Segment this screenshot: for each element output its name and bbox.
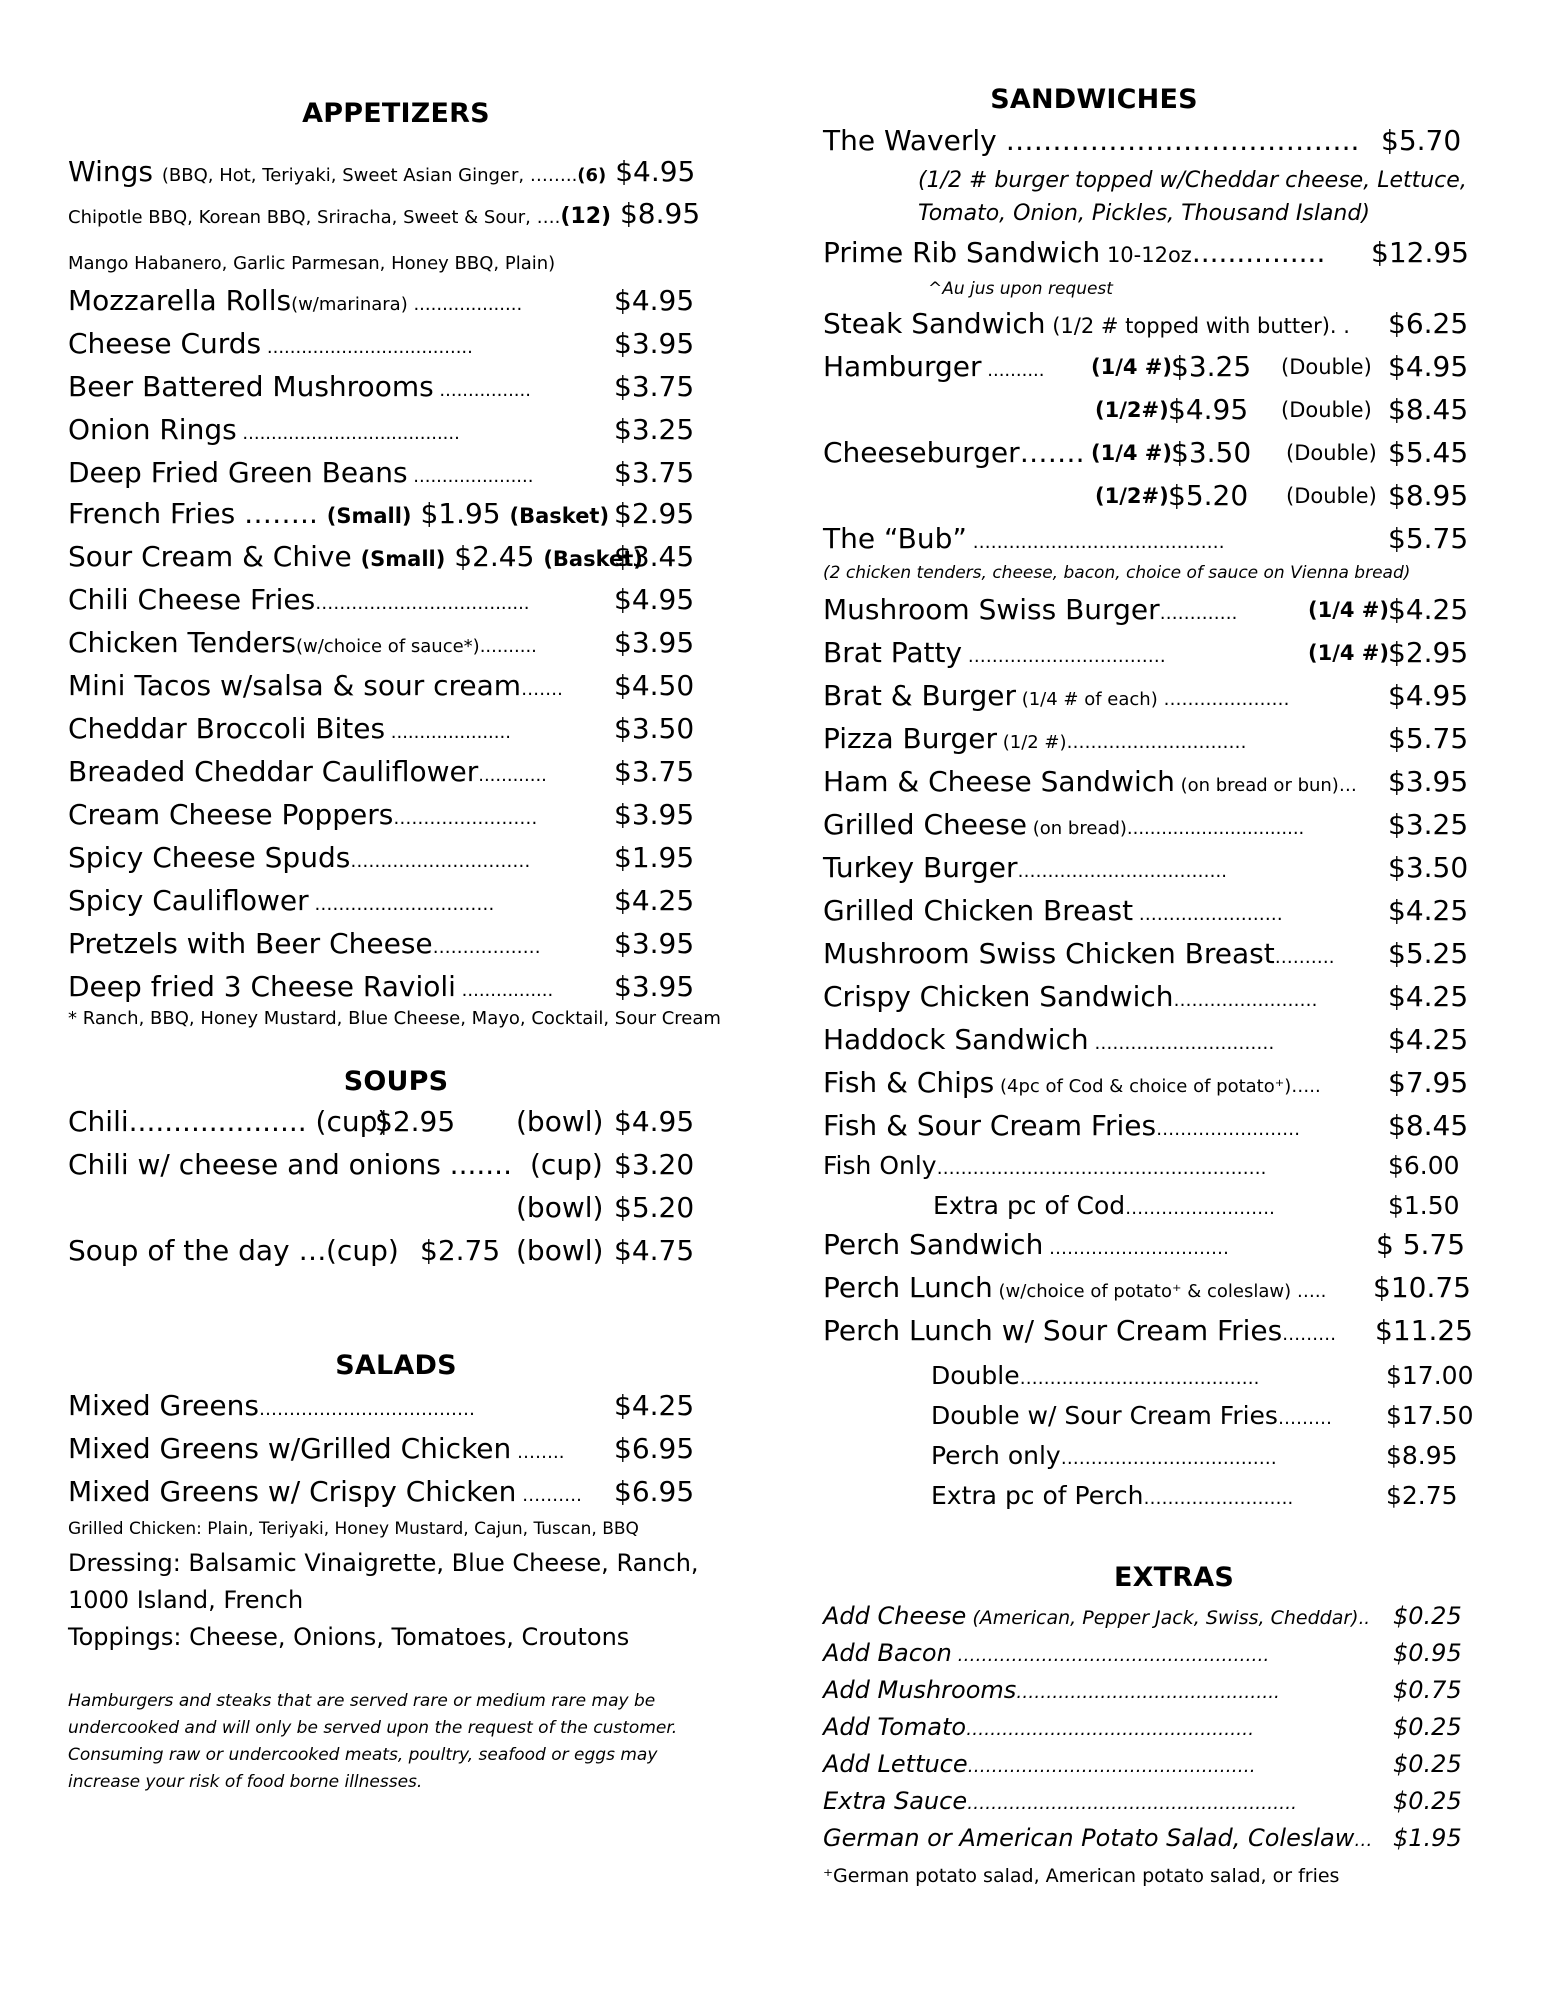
item-name: Add Lettuce	[823, 1750, 968, 1778]
item-price: $10.75	[1373, 1271, 1471, 1304]
menu-item-chili-cheese	[68, 1147, 695, 1183]
potato-footnote: ⁺German potato salad, American potato salad, or fries	[823, 1865, 1340, 1887]
item-price: $3.25	[614, 413, 695, 446]
item-dots: ………………………………..	[996, 124, 1360, 157]
toppings-line: Toppings: Cheese, Onions, Tomatoes, Croutons	[68, 1623, 630, 1651]
item-dots: ……….	[516, 1485, 582, 1506]
item-price: $2.95	[1388, 636, 1469, 669]
item-note: (1/2 # topped with butter). .	[1045, 314, 1350, 338]
item-dots: ………	[1277, 1408, 1332, 1429]
item-name: Extra pc of Perch	[931, 1481, 1144, 1510]
item-price: $4.25	[614, 1389, 695, 1422]
item-name: The Waverly	[823, 124, 997, 157]
item-name: Extra Sauce	[823, 1787, 968, 1815]
price-basket: $3.45	[614, 540, 695, 573]
salads-heading: SALADS	[335, 1350, 457, 1381]
item-dots: …………………	[1157, 689, 1290, 710]
item-name: Brat & Burger	[823, 679, 1016, 712]
menu-item	[823, 1748, 1462, 1783]
item-price: $4.95	[615, 155, 696, 188]
menu-item	[68, 455, 695, 495]
cup-price: $3.20	[614, 1148, 695, 1181]
menu-item-perch-lunch-sour	[823, 1313, 1473, 1353]
menu-item	[68, 412, 695, 452]
cup-label: (cup)	[306, 1105, 389, 1138]
item-dots: ……………………………………………….	[936, 1158, 1267, 1179]
menu-item-hamburger	[823, 349, 1469, 389]
item-dots: ………………	[432, 937, 541, 958]
item-price: $3.75	[614, 456, 695, 489]
menu-item	[823, 936, 1469, 976]
item-name: Chicken Tenders	[68, 626, 296, 659]
item-dots: ……………………………………	[966, 532, 1225, 553]
item-name: Cheese Curds	[68, 327, 262, 360]
item-name: The “Bub”	[823, 522, 967, 555]
item-dots: ……..	[511, 1442, 565, 1463]
item-price: $6.00	[1388, 1151, 1460, 1180]
dressing-line-2: 1000 Island, French	[68, 1586, 304, 1614]
price-double: $8.95	[1388, 479, 1469, 512]
menu-item-steak-sandwich	[823, 306, 1469, 344]
item-dots: ……………………	[1173, 990, 1318, 1011]
item-price: $0.75	[1393, 1676, 1462, 1704]
bowl-label: (bowl)	[516, 1234, 604, 1267]
item-dots: ……………………………………..	[1016, 1682, 1280, 1703]
cup-label: (cup)	[326, 1234, 399, 1267]
item-name: Perch Sandwich	[823, 1228, 1044, 1261]
cup-label: (cup)	[530, 1148, 603, 1181]
item-price: $3.95	[1388, 765, 1469, 798]
menu-item	[823, 1674, 1462, 1709]
item-note: 10-12oz	[1100, 243, 1192, 267]
item-price: $0.25	[1393, 1787, 1462, 1815]
item-price: $6.95	[614, 1475, 695, 1508]
item-price: $1.95	[614, 841, 695, 874]
menu-item	[823, 721, 1469, 761]
item-note: (w/choice of potato⁺ & coleslaw)	[992, 1281, 1292, 1302]
item-note: (w/choice of sauce*)	[295, 636, 480, 657]
item-price: $0.25	[1393, 1713, 1462, 1741]
menu-item	[68, 582, 695, 622]
item-name: Grilled Chicken Breast	[823, 894, 1134, 927]
item-price: $17.50	[1386, 1401, 1474, 1430]
item-name: Sour Cream & Chive	[68, 540, 361, 573]
menu-item	[823, 1637, 1462, 1672]
item-name: Onion Rings	[68, 413, 237, 446]
waverly-note-1: (1/2 # burger topped w/Cheddar cheese, Lettuce,	[918, 168, 1467, 193]
menu-item	[68, 711, 695, 751]
price-single: $3.50	[1171, 436, 1252, 469]
size-basket: (Basket)	[543, 547, 643, 571]
menu-item-cheeseburger	[823, 435, 1469, 471]
item-name: Add Bacon	[823, 1639, 952, 1667]
menu-item-perch-lunch	[823, 1270, 1471, 1310]
item-name: Cheddar Broccoli Bites	[68, 712, 386, 745]
size-basket: (Basket)	[509, 504, 610, 528]
menu-item	[823, 1065, 1469, 1105]
item-note: (on bread or bun)	[1174, 775, 1339, 796]
menu-item	[68, 326, 695, 366]
item-name: Turkey Burger	[823, 851, 1018, 884]
menu-item	[68, 969, 695, 1009]
item-dots: …….	[1019, 436, 1085, 469]
menu-item	[823, 1711, 1462, 1746]
item-price: $4.25	[1388, 980, 1469, 1013]
item-name: Pizza Burger	[823, 722, 997, 755]
item-name: Deep fried 3 Cheese Ravioli	[68, 970, 456, 1003]
size-quarter: (1/4 #)	[1091, 355, 1172, 379]
item-name: Mushroom Swiss Chicken Breast	[823, 937, 1275, 970]
price-small: $1.95	[411, 497, 510, 530]
item-qty: (12)	[560, 204, 612, 229]
extras-heading: EXTRAS	[1113, 1562, 1234, 1593]
item-price: $0.25	[1393, 1750, 1462, 1778]
item-name: Steak Sandwich	[823, 307, 1046, 340]
menu-item	[823, 635, 1469, 675]
cup-price: $2.95	[375, 1105, 456, 1138]
menu-item-chili	[68, 1104, 695, 1140]
item-price: $3.95	[614, 927, 695, 960]
item-qty: (6)	[577, 165, 607, 186]
item-note: (1/2 #)	[997, 732, 1067, 753]
item-note: (on bread)	[1027, 818, 1127, 839]
item-price: $4.25	[614, 884, 695, 917]
item-name: Mini Tacos w/salsa & sour cream	[68, 669, 522, 702]
item-name: Perch Lunch	[823, 1271, 993, 1304]
prime-rib-note: ^Au jus upon request	[928, 279, 1113, 299]
item-dots: ................	[455, 980, 554, 1001]
item-dots: ……………………	[393, 808, 538, 829]
item-price: $4.50	[614, 669, 695, 702]
item-note: (4pc of Cod & choice of potato⁺)	[994, 1076, 1292, 1097]
item-price: $3.75	[614, 755, 695, 788]
menu-item-prime-rib	[823, 235, 1469, 273]
item-dots: ...............................	[1126, 818, 1305, 839]
item-dots: …………………………	[1043, 1238, 1230, 1259]
item-dots: …………………………......	[315, 593, 530, 614]
menu-item	[68, 797, 695, 837]
price-single: $5.20	[1168, 479, 1249, 512]
item-price: $ 5.75	[1376, 1228, 1466, 1261]
menu-item-waverly	[823, 123, 1462, 159]
item-note: Chipotle BBQ, Korean BBQ, Sriracha, Sweet & Sour, ….	[68, 207, 561, 228]
menu-item	[68, 283, 695, 323]
item-name: Fish & Chips	[823, 1066, 995, 1099]
item-dots: ....................	[128, 1105, 307, 1138]
item-price: $3.50	[614, 712, 695, 745]
size-half: (1/2#)	[1095, 398, 1169, 422]
item-name: Grilled Cheese	[823, 808, 1028, 841]
item-name: Chili	[68, 1105, 129, 1138]
item-dots: …………………………………………	[966, 1719, 1255, 1740]
double-label: (Double)	[1281, 355, 1372, 379]
item-dots: …………………….	[1143, 1488, 1294, 1509]
menu-item	[68, 1388, 695, 1428]
item-note: (American, Pepper Jack, Swiss, Cheddar)	[966, 1607, 1359, 1629]
price-double: $8.45	[1388, 393, 1469, 426]
item-dots: ………………………………….	[1019, 1368, 1260, 1389]
price-double: $4.95	[1388, 350, 1469, 383]
bowl-label: (bowl)	[516, 1191, 604, 1224]
item-dots: ………………………………	[258, 1399, 475, 1420]
item-name: Wings	[68, 155, 153, 188]
menu-item	[823, 592, 1469, 632]
item-note: (w/marinara)	[291, 294, 408, 315]
disclaimer-line-3: Consuming raw or undercooked meats, poultry, seafood or eggs may	[68, 1745, 658, 1765]
item-dots: ................	[433, 380, 531, 401]
item-price: $3.95	[614, 970, 695, 1003]
bowl-label: (bowl)	[516, 1105, 604, 1138]
double-label: (Double)	[1286, 441, 1377, 465]
item-dots: ……..	[235, 497, 327, 530]
menu-item	[823, 1785, 1462, 1820]
bub-note: (2 chicken tenders, cheese, bacon, choice of sauce on Vienna bread)	[823, 563, 1411, 583]
item-name: Mixed Greens	[68, 1389, 259, 1422]
item-dots: …….	[521, 679, 563, 700]
item-note: (BBQ, Hot, Teriyaki, Sweet Asian Ginger, ……..	[161, 165, 578, 186]
wings-flavors-note: Mango Habanero, Garlic Parmesan, Honey BBQ, Plain)	[68, 253, 556, 274]
item-name: Double	[931, 1361, 1020, 1390]
item-dots: …………………….	[1125, 1198, 1275, 1219]
appetizers-heading: APPETIZERS	[302, 98, 490, 129]
item-price: $3.95	[614, 798, 695, 831]
item-price: $3.25	[1388, 808, 1469, 841]
item-name: Extra pc of Cod	[933, 1191, 1126, 1220]
item-name: Beer Battered Mushrooms	[68, 370, 434, 403]
menu-item-perch-sandwich	[823, 1227, 1466, 1267]
menu-item-soup-of-day	[68, 1233, 695, 1269]
item-price: $5.70	[1381, 124, 1462, 157]
item-name: Deep Fried Green Beans	[68, 456, 408, 489]
item-name: German or American Potato Salad, Coleslaw	[823, 1824, 1355, 1852]
item-name: Perch only	[931, 1441, 1061, 1470]
disclaimer-line-2: undercooked and will only be served upon the request of the customer.	[68, 1718, 678, 1738]
menu-item	[68, 625, 695, 665]
item-dots: …………………………………………….	[951, 1645, 1270, 1666]
item-name: Cheeseburger	[823, 436, 1020, 469]
size-quarter: (1/4 #)	[1091, 441, 1172, 465]
item-qty: (1/4 #)	[1308, 598, 1389, 622]
size-small: (Small)	[360, 547, 446, 571]
item-dots: …………………………	[308, 894, 495, 915]
menu-item-fish-only	[823, 1148, 1460, 1187]
menu-item-extra-cod	[933, 1188, 1460, 1227]
item-name: Add Mushrooms	[823, 1676, 1017, 1704]
item-price: $3.95	[614, 327, 695, 360]
item-price: $3.50	[1388, 851, 1469, 884]
size-small: (Small)	[326, 504, 412, 528]
menu-item	[68, 369, 695, 409]
item-name: Chili Cheese Fries	[68, 583, 316, 616]
item-dots: ……………………………………………….	[967, 1793, 1297, 1814]
item-name: Breaded Cheddar Cauliflower	[68, 755, 479, 788]
price-single: $3.25	[1171, 350, 1252, 383]
menu-item	[823, 678, 1469, 718]
item-dots: …………………………	[1088, 1033, 1275, 1054]
item-price: $4.95	[1388, 679, 1469, 712]
item-price: $8.45	[1388, 1109, 1469, 1142]
menu-item	[68, 1474, 695, 1514]
menu-item	[823, 807, 1469, 847]
item-name: French Fries	[68, 497, 236, 530]
item-dots: ............	[478, 765, 547, 786]
item-note: (1/4 # of each)	[1015, 689, 1158, 710]
item-price: $5.75	[1388, 722, 1469, 755]
item-name: Double w/ Sour Cream Fries	[931, 1401, 1278, 1430]
grilled-chicken-note: Grilled Chicken: Plain, Teriyaki, Honey Mustard, Cajun, Tuscan, BBQ	[68, 1519, 639, 1539]
menu-item-wings-line2	[68, 196, 700, 236]
item-price: $8.95	[619, 197, 701, 230]
item-price: $4.95	[614, 583, 695, 616]
double-label: (Double)	[1281, 398, 1372, 422]
item-name: Hamburger	[823, 350, 982, 383]
item-name: Cream Cheese Poppers	[68, 798, 394, 831]
item-dots: …	[1354, 1830, 1373, 1851]
soups-heading: SOUPS	[343, 1066, 449, 1097]
price-small: $2.45	[445, 540, 544, 573]
item-price: $4.25	[1388, 593, 1469, 626]
item-name: Brat Patty	[823, 636, 963, 669]
cup-price: $2.75	[420, 1234, 501, 1267]
item-name: Pretzels with Beer Cheese	[68, 927, 433, 960]
price-basket: $2.95	[614, 497, 695, 530]
menu-item	[68, 926, 695, 966]
item-name: Mozzarella Rolls	[68, 284, 292, 317]
menu-item	[823, 1108, 1469, 1148]
menu-item-french-fries	[68, 496, 695, 534]
item-dots: …………………………………………	[967, 1756, 1256, 1777]
waverly-note-2: Tomato, Onion, Pickles, Thousand Island)	[918, 201, 1370, 226]
item-price: $0.25	[1393, 1602, 1462, 1630]
item-dots: ......................................	[236, 423, 460, 444]
item-name: Spicy Cauliflower	[68, 884, 309, 917]
item-dots: …..	[1291, 1076, 1321, 1097]
item-dots: ……….	[1274, 947, 1335, 968]
menu-item-wings	[68, 154, 695, 194]
item-dots: …..	[1291, 1281, 1327, 1302]
item-name: Fish & Sour Cream Fries	[823, 1109, 1157, 1142]
item-name: Haddock Sandwich	[823, 1023, 1089, 1056]
item-name: Spicy Cheese Spuds	[68, 841, 351, 874]
item-price: $3.95	[614, 626, 695, 659]
price-double: $5.45	[1388, 436, 1469, 469]
menu-item-sour-cream-chive	[68, 539, 695, 577]
item-dots: …………………………	[350, 851, 531, 872]
item-dots: …	[1338, 775, 1357, 796]
price-single: $4.95	[1168, 393, 1249, 426]
bowl-price: $4.95	[614, 1105, 695, 1138]
item-dots: ………	[1282, 1324, 1337, 1345]
item-price: $0.95	[1393, 1639, 1462, 1667]
menu-item	[931, 1478, 1458, 1517]
item-dots: …………………………	[1066, 732, 1247, 753]
item-dots: ...................	[407, 294, 523, 315]
menu-item	[68, 754, 695, 794]
item-name: Chili w/ cheese and onions .......	[68, 1148, 512, 1181]
double-label: (Double)	[1286, 484, 1377, 508]
item-name: Add Cheese	[823, 1602, 967, 1630]
item-name: Mixed Greens w/Grilled Chicken	[68, 1432, 512, 1465]
item-price: $11.25	[1375, 1314, 1473, 1347]
item-price: $4.25	[1388, 894, 1469, 927]
item-name: Prime Rib Sandwich	[823, 236, 1101, 269]
item-price: $1.50	[1388, 1191, 1460, 1220]
menu-item	[931, 1358, 1474, 1397]
size-half: (1/2#)	[1095, 484, 1169, 508]
item-price: $4.95	[614, 284, 695, 317]
menu-item	[823, 979, 1469, 1019]
menu-item	[931, 1438, 1458, 1477]
item-price: $1.95	[1393, 1824, 1462, 1852]
menu-item	[823, 893, 1469, 933]
item-dots: ...............	[1191, 236, 1326, 269]
item-dots: ………………………………	[1060, 1448, 1277, 1469]
item-price: $6.95	[614, 1432, 695, 1465]
item-dots: .....................	[385, 722, 511, 743]
menu-item	[68, 883, 695, 923]
item-price: $5.25	[1388, 937, 1469, 970]
item-price: $5.75	[1388, 522, 1469, 555]
item-dots: ..........	[981, 360, 1045, 381]
dressing-line-1: Dressing: Balsamic Vinaigrette, Blue Cheese, Ranch,	[68, 1549, 699, 1577]
bowl-price: $5.20	[614, 1191, 695, 1224]
item-dots: ……………………………	[962, 646, 1166, 667]
item-name: Soup of the day …	[68, 1234, 327, 1267]
disclaimer-line-4: increase your risk of food borne illnesses.	[68, 1772, 423, 1792]
bowl-price: $4.75	[614, 1234, 695, 1267]
item-name: Mushroom Swiss Burger	[823, 593, 1160, 626]
item-dots: ....................................	[261, 337, 473, 358]
item-price: $7.95	[1388, 1066, 1469, 1099]
item-dots: .....................	[407, 466, 534, 487]
item-dots: ……………………	[1156, 1119, 1301, 1140]
menu-item	[823, 1822, 1462, 1857]
item-price: $6.25	[1388, 307, 1469, 340]
item-name: Ham & Cheese Sandwich	[823, 765, 1175, 798]
sandwiches-heading: SANDWICHES	[990, 84, 1198, 115]
item-name: Fish Only	[823, 1151, 937, 1180]
item-dots: ..	[1358, 1608, 1371, 1629]
menu-item	[68, 668, 695, 708]
menu-item	[823, 1022, 1469, 1062]
item-name: Perch Lunch w/ Sour Cream Fries	[823, 1314, 1283, 1347]
item-price: $8.95	[1386, 1441, 1458, 1470]
disclaimer-line-1: Hamburgers and steaks that are served rare or medium rare may be	[68, 1691, 656, 1711]
item-price: $12.95	[1371, 236, 1469, 269]
sauce-footnote: * Ranch, BBQ, Honey Mustard, Blue Cheese, Mayo, Cocktail, Sour Cream	[68, 1008, 721, 1029]
item-price: $4.25	[1388, 1023, 1469, 1056]
item-name: Add Tomato	[823, 1713, 967, 1741]
menu-item-bub	[823, 521, 1469, 561]
item-dots: ..........	[479, 636, 537, 657]
item-dots: ……………………	[1133, 904, 1283, 925]
item-price: $3.75	[614, 370, 695, 403]
item-price: $17.00	[1386, 1361, 1474, 1390]
item-price: $2.75	[1386, 1481, 1458, 1510]
menu-item	[68, 840, 695, 880]
item-name: Mixed Greens w/ Crispy Chicken	[68, 1475, 517, 1508]
menu-item	[823, 850, 1469, 890]
item-dots: ………….	[1159, 603, 1238, 624]
item-dots: ……………………………..	[1017, 861, 1227, 882]
menu-item	[823, 764, 1469, 804]
menu-item	[823, 1600, 1462, 1635]
item-name: Crispy Chicken Sandwich	[823, 980, 1174, 1013]
menu-item	[931, 1398, 1474, 1437]
item-qty: (1/4 #)	[1308, 641, 1389, 665]
menu-item	[68, 1431, 695, 1471]
